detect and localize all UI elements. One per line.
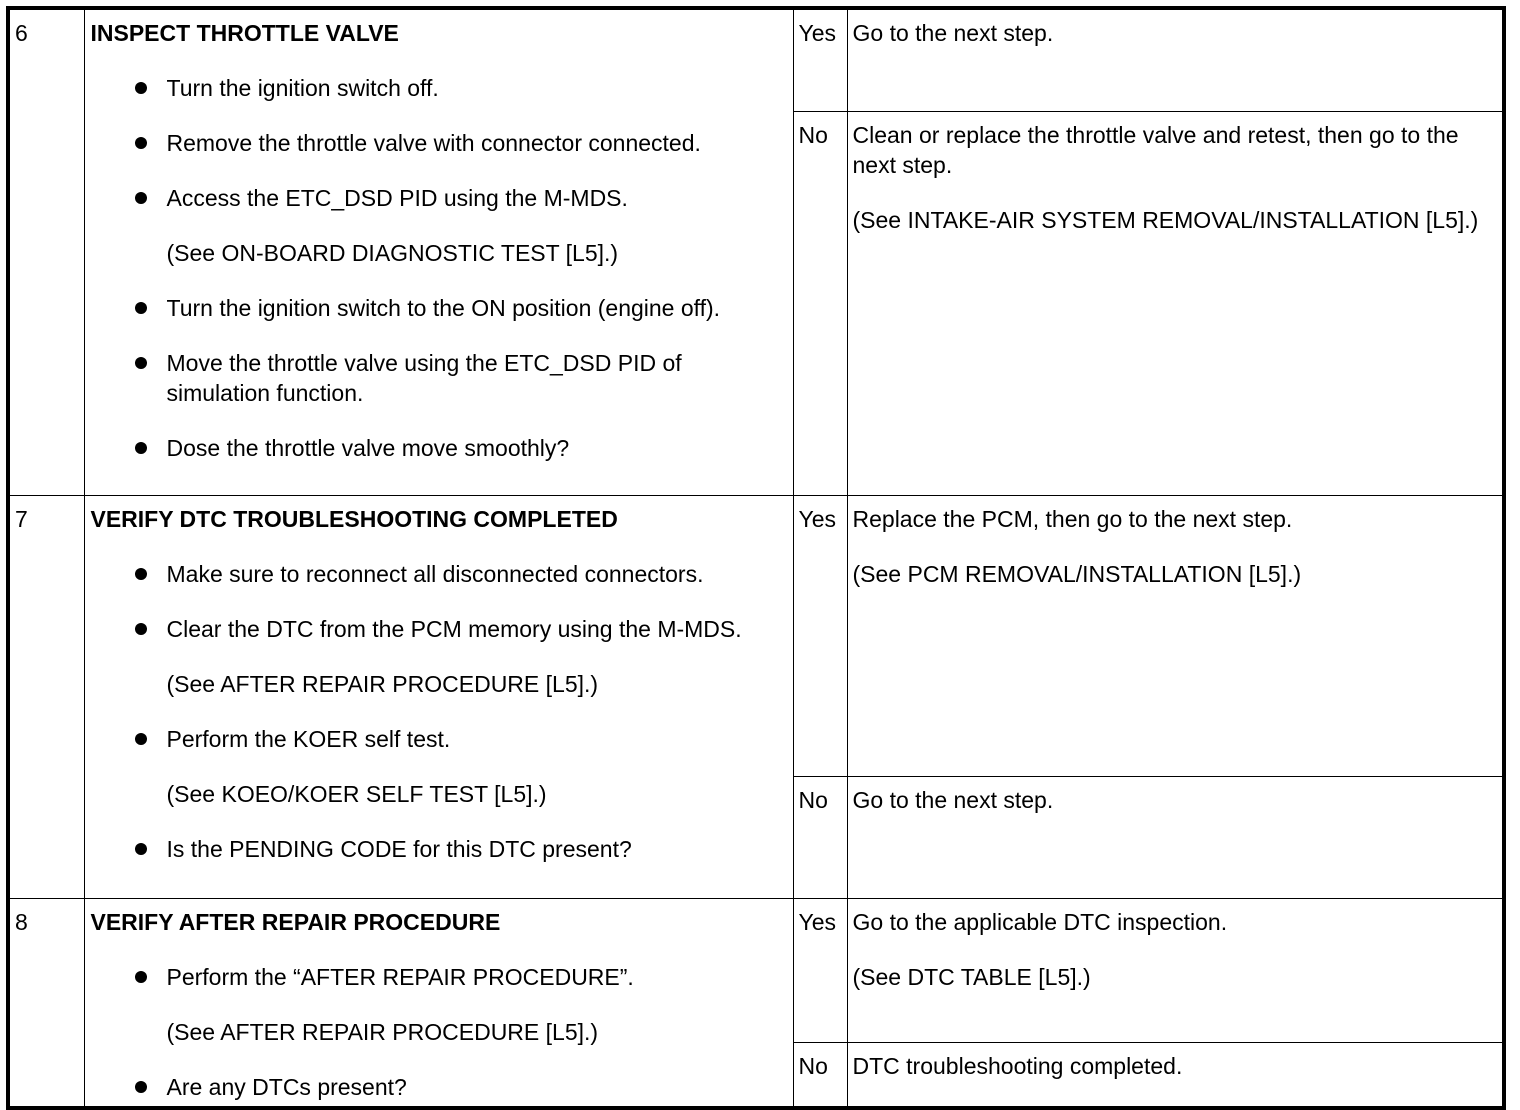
action-text: Replace the PCM, then go to the next step.	[852, 505, 1293, 532]
step-number-cell	[8, 8, 84, 495]
list-item: Clear the DTC from the PCM memory using the M-MDS.	[91, 614, 783, 644]
yes-label: Yes	[793, 495, 847, 776]
step-number-cell	[8, 898, 84, 1108]
action-text: Go to the next step.	[852, 786, 1054, 813]
table-row	[8, 8, 1504, 111]
action-reference: (See DTC TABLE [L5].)	[852, 963, 1091, 990]
no-action	[847, 1042, 1504, 1108]
step-number: 8	[15, 908, 28, 935]
yes-action	[847, 898, 1504, 1042]
yes-action	[847, 495, 1504, 776]
step-title: INSPECT THROTTLE VALVE	[90, 20, 399, 46]
no-label: No	[793, 111, 847, 495]
step-content-cell	[84, 898, 793, 1108]
list-item: Are any DTCs present?	[91, 1072, 783, 1102]
yes-label: Yes	[793, 8, 847, 111]
action-text: Go to the next step.	[852, 20, 1054, 46]
reference-note: (See KOEO/KOER SELF TEST [L5].)	[166, 780, 547, 807]
diagnostic-procedure-table	[6, 6, 1506, 1110]
step-content-cell	[84, 8, 793, 495]
list-item: Turn the ignition switch to the ON position (engine off).	[91, 293, 783, 323]
reference-note: (See AFTER REPAIR PROCEDURE [L5].)	[166, 1018, 599, 1045]
list-item: Make sure to reconnect all disconnected connectors.	[91, 559, 783, 589]
no-label: No	[793, 776, 847, 898]
list-item: Perform the KOER self test.	[91, 724, 783, 754]
step-title: VERIFY AFTER REPAIR PROCEDURE	[90, 908, 501, 935]
list-item: Remove the throttle valve with connector connected.	[91, 128, 783, 158]
step-number: 6	[15, 20, 28, 46]
no-action	[847, 776, 1504, 898]
list-item: Perform the “AFTER REPAIR PROCEDURE”.	[91, 962, 783, 992]
reference-note: (See AFTER REPAIR PROCEDURE [L5].)	[166, 670, 599, 697]
list-item: Move the throttle valve using the ETC_DSD PID of simulation function.	[91, 348, 783, 408]
step-title: VERIFY DTC TROUBLESHOOTING COMPLETED	[90, 505, 618, 532]
list-item: Is the PENDING CODE for this DTC present?	[91, 834, 783, 864]
instruction-list	[91, 962, 783, 1102]
reference-note: (See ON-BOARD DIAGNOSTIC TEST [L5].)	[166, 240, 619, 266]
no-label: No	[793, 1042, 847, 1108]
action-text: Go to the applicable DTC inspection.	[852, 908, 1228, 935]
instruction-list	[91, 73, 783, 463]
list-item: Dose the throttle valve move smoothly?	[91, 433, 783, 463]
step-content-cell	[84, 495, 793, 898]
action-text: Clean or replace the throttle valve and retest, then go to the next step.	[852, 121, 1459, 178]
table-row	[8, 898, 1504, 1042]
step-number: 7	[15, 505, 28, 532]
step-number-cell	[8, 495, 84, 898]
action-reference: (See PCM REMOVAL/INSTALLATION [L5].)	[852, 560, 1302, 587]
list-item: Turn the ignition switch off.	[91, 73, 783, 103]
no-action	[847, 111, 1504, 495]
yes-label: Yes	[793, 898, 847, 1042]
table-row	[8, 495, 1504, 776]
instruction-list	[91, 559, 783, 864]
list-item: Access the ETC_DSD PID using the M-MDS.	[91, 183, 783, 213]
action-reference: (See INTAKE-AIR SYSTEM REMOVAL/INSTALLATION [L5].)	[852, 206, 1479, 233]
action-text: DTC troubleshooting completed.	[852, 1052, 1183, 1079]
yes-action	[847, 8, 1504, 111]
